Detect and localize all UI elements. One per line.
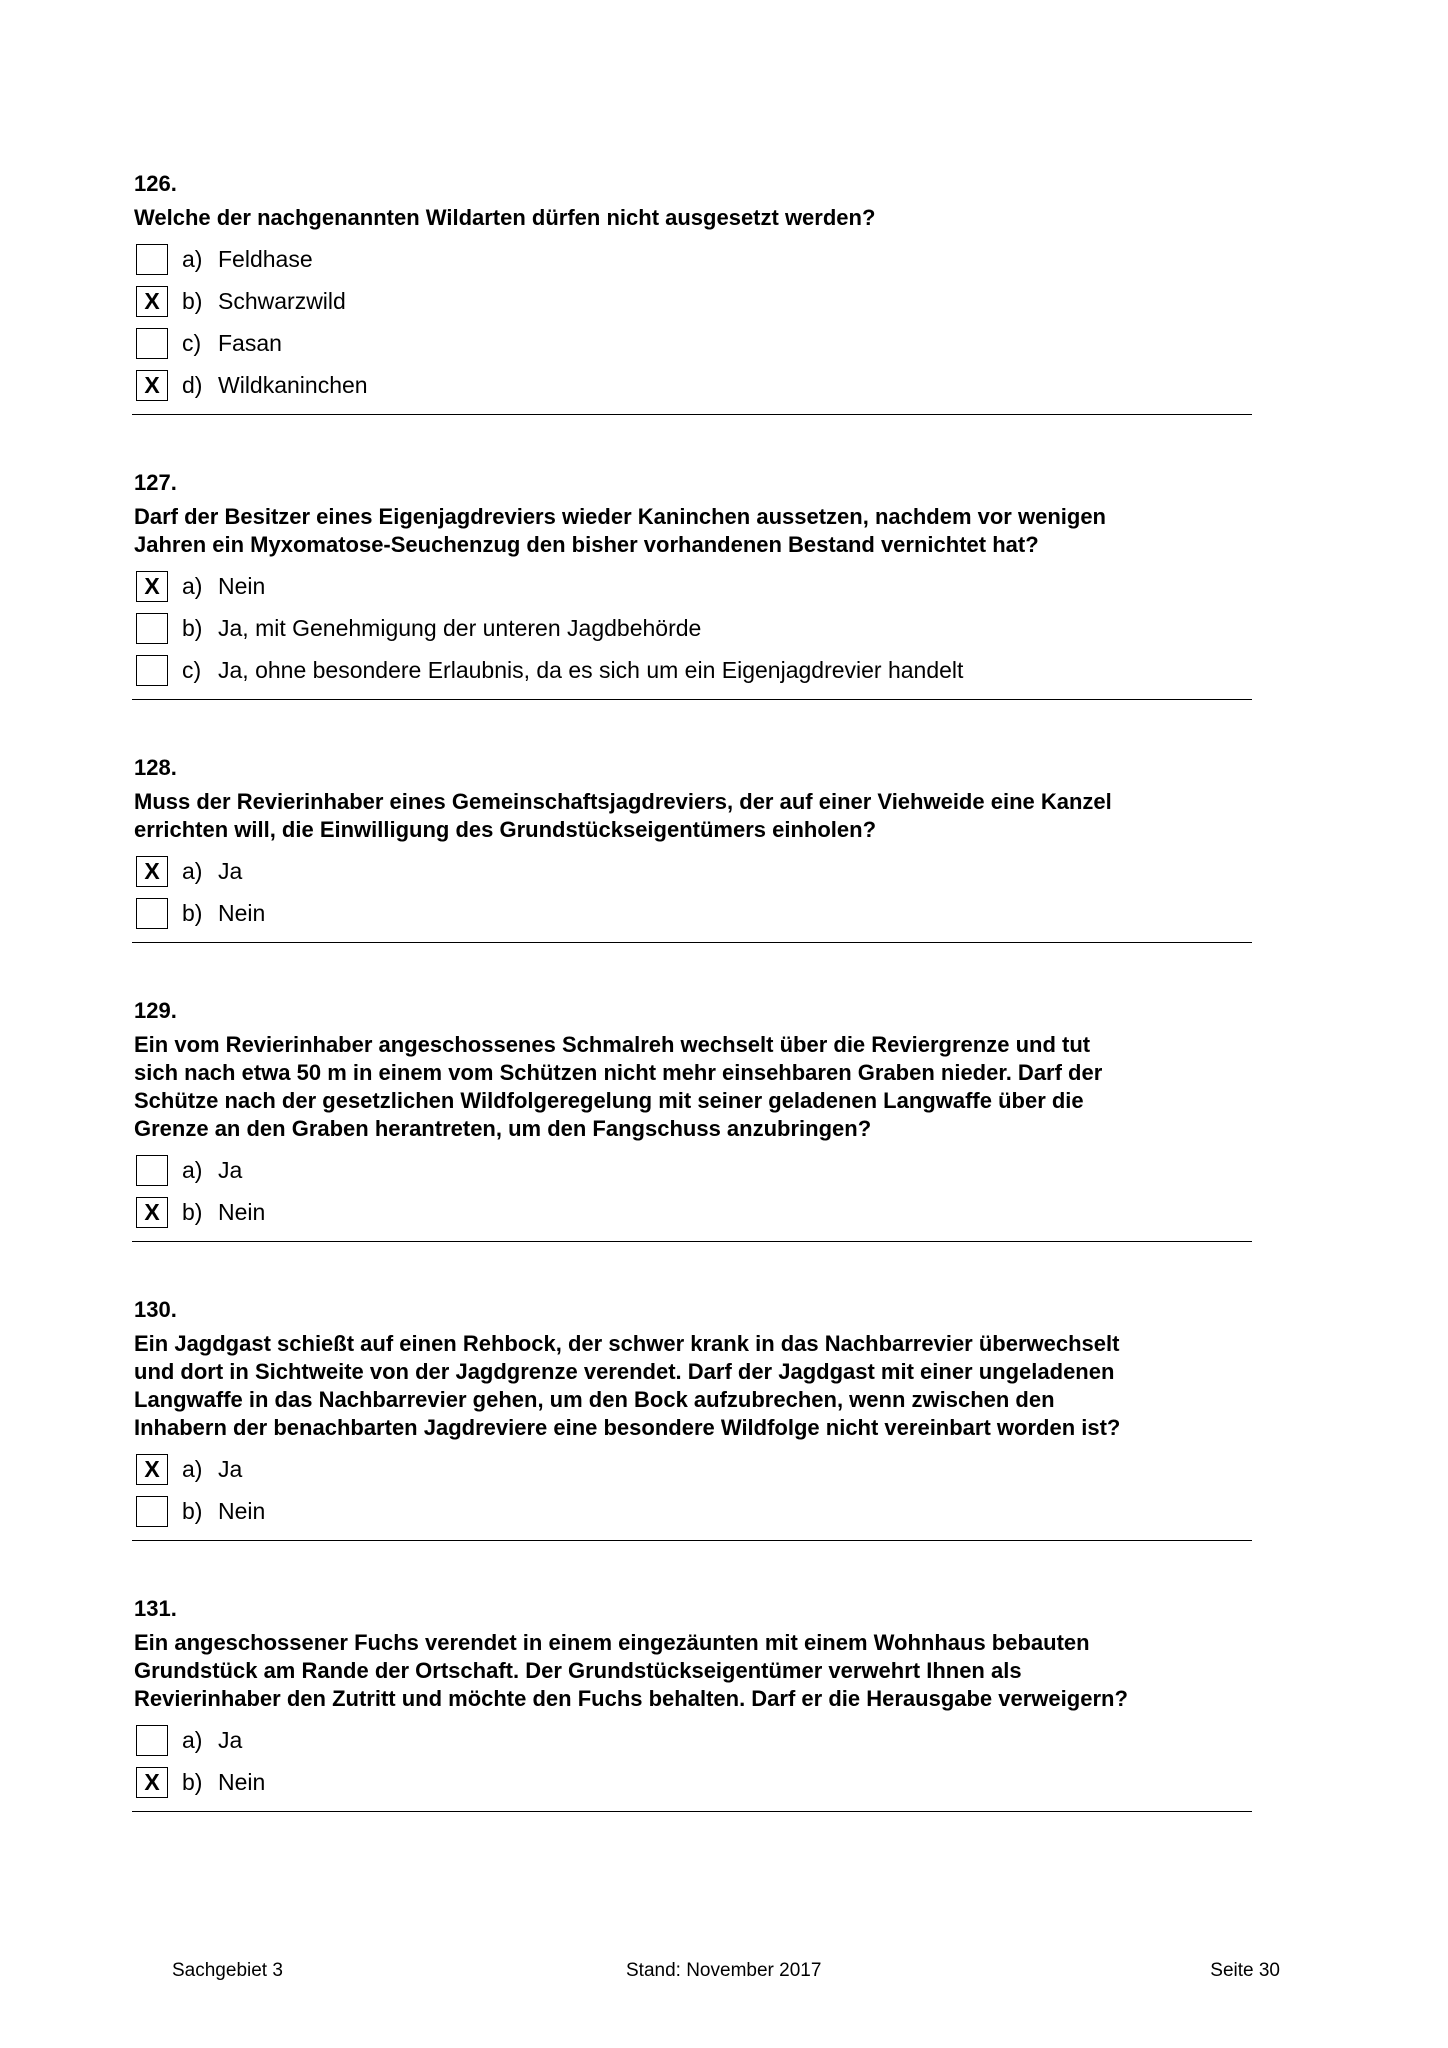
option-text: Nein [218, 899, 266, 926]
question-number: 129. [134, 998, 177, 1023]
option-text: Wildkaninchen [218, 371, 368, 398]
question-block [132, 997, 1252, 1242]
answer-checkbox[interactable]: X [136, 1197, 168, 1228]
question-list [132, 170, 1252, 1866]
question-number: 127. [134, 470, 177, 495]
answer-checkbox[interactable] [136, 328, 168, 359]
answer-option [132, 649, 1252, 691]
option-text: Nein [218, 1768, 266, 1795]
option-letter: b) [182, 1497, 203, 1524]
footer-page-number: Seite 30 [1210, 1960, 1280, 1981]
option-letter: c) [182, 329, 202, 356]
option-letter: b) [182, 287, 203, 314]
question-block [132, 1595, 1252, 1812]
question-text: Darf der Besitzer eines Eigenjagdreviers wieder Kaninchen aussetzen, nachdem vor wenigen Jahren ein Myxomatose-Seuchenzug den bisher vorhandenen Bestand vernichtet hat? [134, 504, 1106, 557]
question-text: Ein vom Revierinhaber angeschossenes Schmalreh wechselt über die Reviergrenze und tut sich nach etwa 50 m in einem vom Schützen nicht mehr einsehbaren Graben nieder. Darf der Schütze nach der gesetzlichen Wildfolgeregelung mit seiner geladenen Langwaffe über die Grenze an den Graben herantreten, um den Fangschuss anzubringen? [134, 1032, 1103, 1141]
answer-checkbox[interactable]: X [136, 1454, 168, 1485]
question-text: Muss der Revierinhaber eines Gemeinschaftsjagdreviers, der auf einer Viehweide eine Kanzel errichten will, die Einwilligung des Grundstückseigentümers einholen? [134, 789, 1112, 842]
option-letter: b) [182, 1198, 203, 1225]
answer-checkbox[interactable]: X [136, 286, 168, 317]
option-letter: b) [182, 614, 203, 641]
option-text: Ja [218, 1156, 243, 1183]
option-letter: a) [182, 245, 203, 272]
answer-option [132, 1719, 1252, 1761]
answer-option [132, 607, 1252, 649]
answer-checkbox[interactable] [136, 1725, 168, 1756]
question-text: Ein Jagdgast schießt auf einen Rehbock, der schwer krank in das Nachbarrevier überwechselt und dort in Sichtweite von der Jagdgrenze verendet. Darf der Jagdgast mit einer ungeladenen Langwaffe in das Nachbarrevier gehen, um den Bock aufzubrechen, wenn zwischen den Inhabern der benachbarten Jagdreviere eine besondere Wildfolge nicht vereinbart worden ist? [134, 1331, 1121, 1440]
answer-option [132, 1490, 1252, 1532]
option-letter: b) [182, 899, 203, 926]
answer-option [132, 364, 1252, 406]
option-text: Schwarzwild [218, 287, 346, 314]
answer-checkbox[interactable] [136, 655, 168, 686]
answer-option [132, 565, 1252, 607]
answer-checkbox[interactable] [136, 898, 168, 929]
option-text: Ja, ohne besondere Erlaubnis, da es sich um ein Eigenjagdrevier handelt [218, 656, 964, 683]
question-text: Ein angeschossener Fuchs verendet in einem eingezäunten mit einem Wohnhaus bebauten Grundstück am Rande der Ortschaft. Der Grundstückseigentümer verwehrt Ihnen als Revierinhaber den Zutritt und möchte den Fuchs behalten. Darf er die Herausgabe verweigern? [134, 1630, 1128, 1711]
answer-checkbox[interactable] [136, 1155, 168, 1186]
answer-option [132, 892, 1252, 934]
footer-section: Sachgebiet 3 [172, 1960, 283, 1981]
answer-checkbox[interactable] [136, 244, 168, 275]
option-letter: b) [182, 1768, 203, 1795]
option-text: Nein [218, 1198, 266, 1225]
option-letter: a) [182, 1455, 203, 1482]
answer-option [132, 1191, 1252, 1233]
answer-checkbox[interactable]: X [136, 1767, 168, 1798]
option-text: Ja [218, 857, 243, 884]
option-text: Ja [218, 1455, 243, 1482]
question-block [132, 170, 1252, 415]
option-letter: a) [182, 572, 203, 599]
option-letter: d) [182, 371, 203, 398]
answer-option [132, 1761, 1252, 1803]
question-block [132, 469, 1252, 700]
answer-option [132, 238, 1252, 280]
option-letter: a) [182, 1726, 203, 1753]
option-text: Ja, mit Genehmigung der unteren Jagdbehörde [218, 614, 702, 641]
option-text: Nein [218, 1497, 266, 1524]
question-number: 126. [134, 171, 177, 196]
question-block [132, 1296, 1252, 1541]
answer-checkbox[interactable]: X [136, 856, 168, 887]
answer-checkbox[interactable] [136, 613, 168, 644]
answer-option [132, 1149, 1252, 1191]
answer-option [132, 1448, 1252, 1490]
answer-option [132, 322, 1252, 364]
answer-option [132, 280, 1252, 322]
option-text: Fasan [218, 329, 282, 356]
answer-checkbox[interactable] [136, 1496, 168, 1527]
option-text: Feldhase [218, 245, 313, 272]
answer-checkbox[interactable]: X [136, 370, 168, 401]
option-text: Ja [218, 1726, 243, 1753]
question-text: Welche der nachgenannten Wildarten dürfen nicht ausgesetzt werden? [134, 205, 876, 230]
option-letter: c) [182, 656, 202, 683]
option-text: Nein [218, 572, 266, 599]
footer-date: Stand: November 2017 [626, 1960, 822, 1981]
answer-checkbox[interactable]: X [136, 571, 168, 602]
answer-option [132, 850, 1252, 892]
option-letter: a) [182, 1156, 203, 1183]
question-block [132, 754, 1252, 943]
question-number: 131. [134, 1596, 177, 1621]
option-letter: a) [182, 857, 203, 884]
question-number: 128. [134, 755, 177, 780]
question-number: 130. [134, 1297, 177, 1322]
